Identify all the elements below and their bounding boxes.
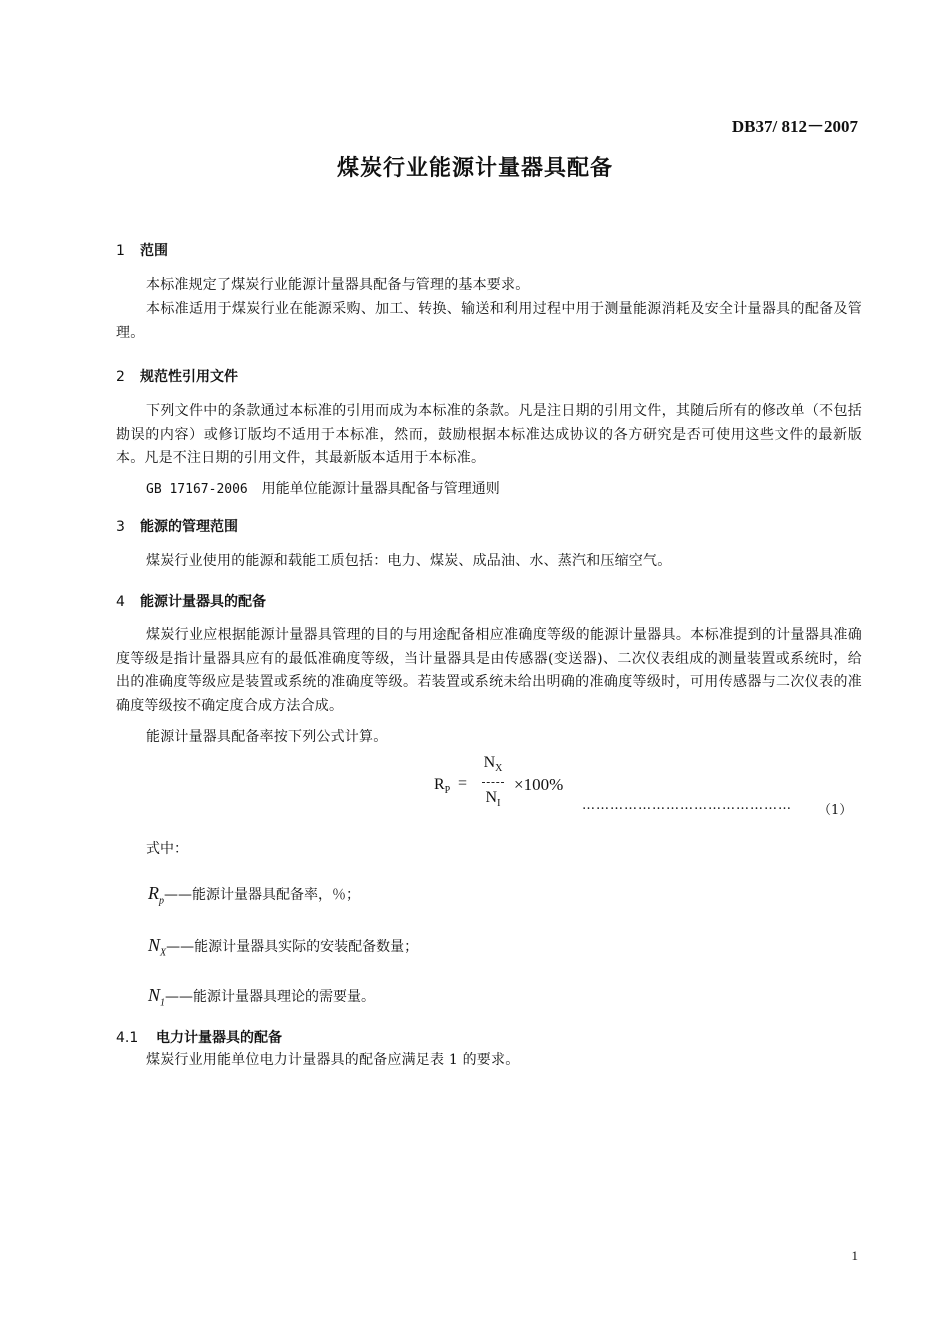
- paragraph: 能源计量器具配备率按下列公式计算。: [146, 729, 388, 745]
- section-number: 3: [116, 519, 125, 535]
- section-title: 能源的管理范围: [140, 519, 238, 535]
- reference-name: 用能单位能源计量器具配备与管理通则: [261, 481, 500, 497]
- section-4-heading: [116, 591, 266, 611]
- paragraph: 煤炭行业应根据能源计量器具管理的目的与用途配备相应准确度等级的能源计量器具。本标准提到的计量器具准确度等级是指计量器具应有的最低准确度等级，当计量器具是由传感器(变送器)、二次仪表组成的测量装置或系统时，给出的准确度等级应是装置或系统的准确度等级。若装置或系统未给出明确的准确度等级时，可用传感器与二次仪表的准确度等级按不确定度合成方法合成。: [116, 627, 862, 714]
- equation-number: （1）: [818, 803, 853, 818]
- formula-lhs: $R_P$: [434, 776, 451, 797]
- variable-symbol: $R_p$: [148, 883, 164, 907]
- variable-description: ——能源计量器具配备率，％；: [164, 887, 360, 903]
- section-title: 范围: [140, 243, 168, 259]
- paragraph: 下列文件中的条款通过本标准的引用而成为本标准的条款。凡是注日期的引用文件，其随后所有的修改单（不包括勘误的内容）或修订版均不适用于本标准，然而，鼓励根据本标准达成协议的各方研究是否可使用这些文件的最新版本。凡是不注日期的引用文件，其最新版本适用于本标准。: [116, 403, 862, 466]
- paragraph: 本标准适用于煤炭行业在能源采购、加工、转换、输送和利用过程中用于测量能源消耗及安全计量器具的配备及管理。: [116, 301, 862, 341]
- section-title: 规范性引用文件: [140, 369, 238, 385]
- formula-numerator: $N_X$: [483, 754, 503, 775]
- variable-definition: [148, 985, 375, 1009]
- standard-code: DB37/ 812－2007: [731, 117, 858, 136]
- paragraph: 煤炭行业使用的能源和载能工质包括：电力、煤炭、成品油、水、蒸汽和压缩空气。: [146, 553, 672, 569]
- variable-description: ——能源计量器具理论的需要量。: [165, 989, 376, 1005]
- formula-leader-dots: ………………………………………: [582, 798, 792, 813]
- variable-definition: [148, 883, 360, 907]
- document-title: 煤炭行业能源计量器具配备: [336, 156, 613, 181]
- subsection-4-1-heading: [116, 1027, 282, 1047]
- formula-rp: [432, 752, 582, 816]
- paragraph: 本标准规定了煤炭行业能源计量器具配备与管理的基本要求。: [146, 277, 530, 293]
- formula-multiplier: ×100%: [514, 775, 564, 794]
- section-number: 4: [116, 594, 125, 610]
- subsection-title: 电力计量器具的配备: [156, 1030, 282, 1046]
- normative-reference: [146, 478, 500, 498]
- subsection-number: 4.1: [116, 1030, 139, 1046]
- section-2-heading: [116, 366, 238, 386]
- section-number: 2: [116, 369, 125, 385]
- paragraph: 煤炭行业用能单位电力计量器具的配备应满足表 1 的要求。: [146, 1052, 520, 1068]
- formula-fraction: [476, 754, 510, 809]
- formula-denominator: $N_I$: [485, 789, 501, 810]
- variable-symbol: $N_1$: [148, 985, 166, 1009]
- variable-description: ——能源计量器具实际的安装配备数量；: [166, 939, 419, 955]
- where-label: 式中：: [146, 841, 188, 857]
- reference-code: GB 17167-2006: [146, 482, 248, 497]
- variable-symbol: $N_X$: [148, 935, 167, 959]
- section-number: 1: [116, 243, 125, 259]
- section-title: 能源计量器具的配备: [140, 594, 266, 610]
- variable-definition: [148, 935, 418, 959]
- section-1-heading: [116, 240, 168, 260]
- section-3-heading: [116, 516, 238, 536]
- page-number: 1: [851, 1248, 858, 1263]
- fraction-bar: [482, 782, 504, 783]
- formula-equals: =: [458, 775, 468, 792]
